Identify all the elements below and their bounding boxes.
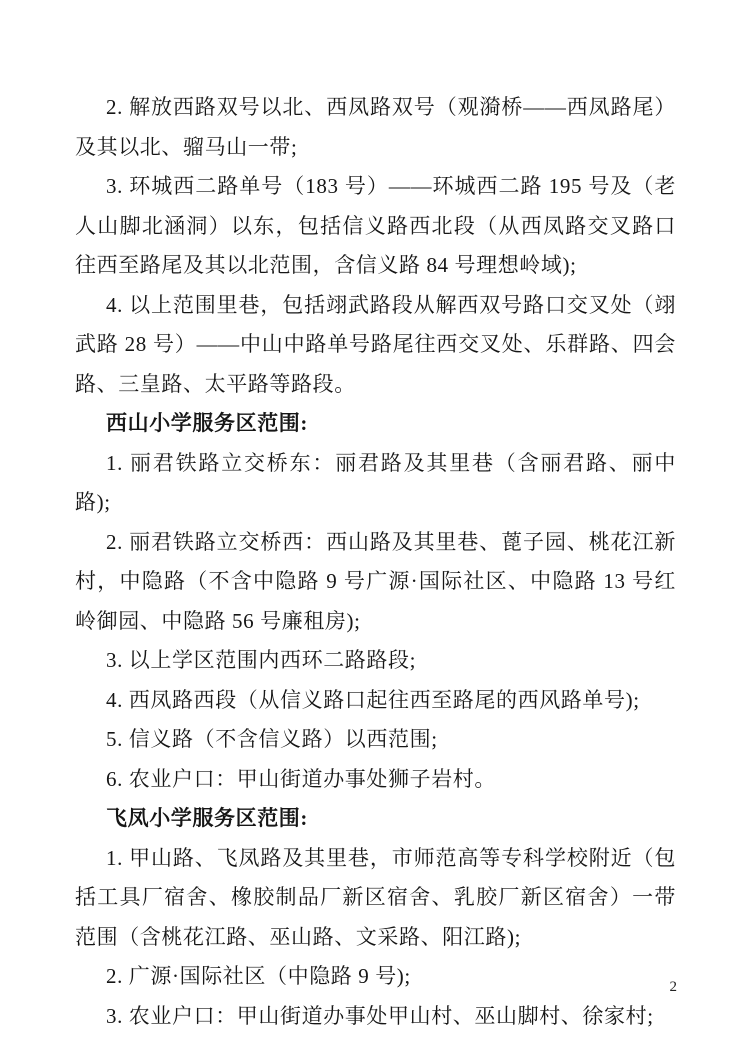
section-heading: 西山小学服务区范围: xyxy=(106,411,308,435)
paragraph: 3. 环城西二路单号（183 号）——环城西二路 195 号及（老人山脚北涵洞）以东，包括信义路西北段（从西凤路交叉路口往西至路尾及其以北范围，含信义路 84 号理想岭域); xyxy=(75,174,676,277)
paragraph: 2. 广源·国际社区（中隐路 9 号); xyxy=(106,964,411,988)
paragraph: 1. 丽君铁路立交桥东：丽君路及其里巷（含丽君路、丽中路); xyxy=(75,450,676,514)
paragraph: 4. 西凤路西段（从信义路口起往西至路尾的西风路单号); xyxy=(106,687,640,712)
paragraph: 6. 农业户口：甲山街道办事处狮子岩村。 xyxy=(106,766,496,791)
paragraph: 2. 解放西路双号以北、西凤路双号（观漪桥——西凤路尾）及其以北、骝马山一带; xyxy=(75,95,676,159)
document-body xyxy=(75,88,676,1036)
page-number: 2 xyxy=(669,979,677,995)
paragraph: 4. 以上范围里巷，包括翊武路段从解西双号路口交叉处（翊武路 28 号）——中山中路单号路尾往西交叉处、乐群路、四会路、三皇路、太平路等路段。 xyxy=(75,292,676,396)
section-heading: 飞凤小学服务区范围: xyxy=(106,806,308,830)
paragraph: 5. 信义路（不含信义路）以西范围; xyxy=(106,727,438,751)
paragraph: 3. 农业户口：甲山街道办事处甲山村、巫山脚村、徐家村; xyxy=(106,1003,654,1028)
paragraph: 2. 丽君铁路立交桥西：西山路及其里巷、蓖子园、桃花江新村，中隐路（不含中隐路 9 号广源·国际社区、中隐路 13 号红岭御园、中隐路 56 号廉租房); xyxy=(75,529,676,633)
paragraph: 1. 甲山路、飞凤路及其里巷，市师范高等专科学校附近（包括工具厂宿舍、橡胶制品厂新区宿舍、乳胶厂新区宿舍）一带范围（含桃花江路、巫山路、文采路、阳江路); xyxy=(75,845,676,949)
paragraph: 3. 以上学区范围内西环二路路段; xyxy=(106,648,417,672)
